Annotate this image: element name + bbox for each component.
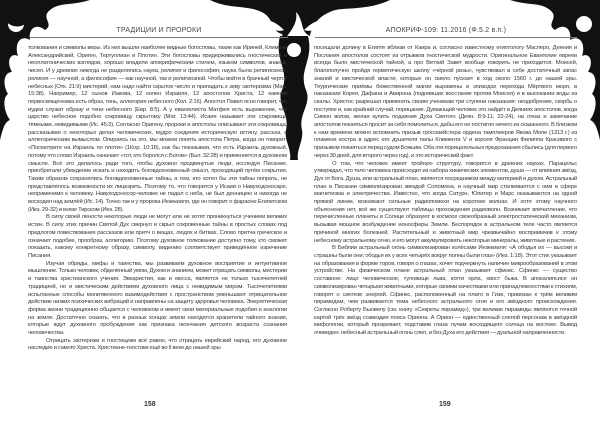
page-number-left: 158 — [144, 401, 156, 408]
page-number-right: 159 — [439, 401, 451, 408]
left-page-body — [28, 45, 287, 353]
running-header-right: АПОКРИФ-109: 11.2016 (Ф.5.2 в.п.) — [385, 27, 507, 34]
header-rule-left — [30, 37, 288, 38]
paragraph: Изучая обряды, мифы и таинства, мы развиваем духовное восприятие и интуитивное мышление. Только человек, обделённый умом, Духом и знанием, может отрицать символы, мистерии и таинства христианского учения. Эвхаристия, как и месса, является не только тысячелетней традицией, но и мистическим действием духовного лица с невидимым миром. Тысячелетиями испытанные способы молитвенного взаимодействия с пространством уменьшают отрицательное действие низких психических вибраций и направлены на защиту здоровья человека. Энергетическая форма жизни традиционно общается с человеком и имеет свои материальные подобия и аналогии на земле. Достаточно сказать, что в разных концах земли находятся хранители тайного знания, которые ждут духовного пробуждения как признака окончания детского возраста сознания человечества. — [28, 260, 287, 337]
running-header-left: ТРАДИЦИИ И ПРОРОКИ — [116, 27, 202, 34]
paragraph: В силу своей лености некоторые люди не могут или не хотят проникнуться учением великих истин. В силу этих причин Святой Дух свернул и скрыл сокровенные тайны в простых словах под предлогом повествования рассказов или притч о вещах, людях и битвах. Слово притча греческое и означает подобие, прообраз, аллегорию. Поэтому духовное толкование доступно тому, кто сможет показать, какому конкретному образу, символу, видению соответствует приведённое изречение Писания. — [28, 214, 287, 259]
paragraph: посещали долину в Египте вблизи от Каира и, согласно известному египтологу Масперо, Деяния и Послания апостолов состоят из отрывков гностической мудрости. Оригинальное Евангелие евреев всегда было мистической тайной, а про Ветхий Завет вообще говорить не приходится. Моисей, благополучно пройдя герметическую школу «чёрной ризы», чувствовал в себе достаточный запас знаний и мистической власти, которые он смело пускает в ход около 1560 г. до нашей эры. Теургические приёмы божественной магии выражены в эпизодах перехода Мёртвого моря, в наказании Корея, Дафана и Авирона (поднявших восстание против Моисея) и в высекании воды из скалы. Христос разрешал применять своим ученикам три ступени наказания: неодобрение, скорбь о поступке и, как крайний случай, порицание. Думающий человек это найдёт в Деяниях апостолов, когда Симон волхв, желая купить подаяния Духа Святого (Деян. 8:9-11; 22-24), на отказ и замечание апостолов покаяться просит за себя помолиться, дабы его не постигло ничего из сказанного. В близком к нам времени можно вспомнить призыв гроссмейстера ордена тамплиеров Якова Моле (1313 г.) из пламени костра в адрес его душителя папы Климента V и короля Франции Филиппа Красивого с призывом покаяться перед судом Божьим. Оба эти порицательных предсказания сбылись (для первого через 30 дней, для второго через год), и это исторический факт. — [314, 45, 577, 159]
right-page-body — [314, 45, 577, 338]
header-rule-right — [315, 37, 577, 38]
paragraph: толкования и символы веры. Из них вышли наиболее видные богословы, такие как Ириней, Климент Александрийский, Ориген, Тертуллиан и Плотин. Эти богословы придерживались гностических и неоплатонических взглядов, хорошо владели апокрифическим стилем, языком символов, знаков, чисел. И у древних никогда не разделялись наука, религия и философия; наука была религиозной, религия — научной, а философия — как научной, так и религиозной. Чтобы войти в брачный чертог небесных (Отк. 21:9) мистерий, нам надо найти скрытое число и припадать к зеву эзотеризма (Мар. 15:38). Например, 12 сынов Иакова, 12 колен Израиля, 12 апостолов Христа, 12 камней первосвященника есть образ, тень, аллегория небесного (Кол. 2:16). Апостол Павел ясно говорит, что иудеи служат образу и тени небесного (Евр. 8:5). А у евангелиста Матфея есть выражение, что царство небесное подобно сокровищу скрытому (Мат. 13:44). Исаия называет эти сокровища тёмными, невидимыми (Ис. 45:3). Согласно Оригену, пророки и апостолы описывают эти сокровища, рассказывая о некоторых делах человеческих, мудро соединяя историческую истину, рассказ, с аллегорическим вымыслом. Опираясь на это, мы можем понять апостола Петра, когда он говорит: «Посмотрите на Израиль по плоти» (1Кор. 10:18), как бы показывая, что есть Израиль духовный, потому что слово Израиль означает «тот, кто боролся с Богом» (Быт. 32:28) и применяется в духовном смысле. Всё это делалось ради того, чтобы духовно продвинутые люди, исследуя Писание, приобретали убеждение искать и находить боговдохновенный смысл, проходящий путём сокрытия. Таким образом сохранялись боговдохновенные тайны, а тем, кто хотел бы эти тайны попрать, не представлялось возможности их лицезреть. Поэтому то, что говорится у Исаии о Навуходоносаре, неприменимо к человеку. Навуходоносор-человек не падал с неба, не был денницею и никогда не восходил над землёй (Ис. 14). Точно так и у пророка Иезекииля, где он говорит о фараоне Египетском (Иез. 29-32) и князе Тирском (Иез. 28). — [28, 45, 287, 213]
paragraph: О том, что человек имеет тройную структуру, говорится в древних науках. Парацельс утверждал, что тело человека происходит из набора химических элементов, душа — от влияния звёзд, Дух от Бога. Душа, или астральный план, является посредником между материей и духом. Астральный план в Писании символизирован звездой Соломона, и научный мир сталкивается с ним в сфере магнетизма и электричества. Известно, что когда Сатурн, Юпитер и Марс оказываются на одной прямой линии, возникают сильные радиопомехи на коротких волнах. И хотя этому научного объяснения нет, всё же существуют таблицы прохождения радиоволн. Возникает впечатление, что перечисленные планеты и Солнце образуют в космосе своеобразный электростатический механизм, вызывая мощное возбуждение ионосферы Земли. Беспорядок в астральном теле часто является причиной многих болезней. Растительный и животный мир чрезвычайно восприимчив к этому небесному астральному огню, и его могут аккумулировать некоторые минералы, животные и растения. — [314, 160, 577, 244]
paragraph: В Библии астральный огонь символизирован колёсами Иезекииля: «А ободья их — высоки и страшны были они; ободья их у всех четырёх вокруг полны были глаз» (Иез. 1:18). Этот стих указывает на образования в форме торов, говоря о глазах, хочет подчеркнуть наличие микрообразований в этом устройстве. На физическом плане астральный план указывает сфинкс. Сфинкс — существо составное: лицо человеческое, туловище льва, когти орла, хвост быка. В апокалипсисе он символизирован четырьмя животными, которые своими качествами или принадлежностями к стихиям, говорят о синтезе энергий. Сфинкс, расположенный на плато в Гизе, привязан к трём великим пирамидам, чем развивается тема небесного астрального огня и его звёздного происхождения. Согласно Роберту Бьювелу (см. книгу «Секреты пирамид»), три великие пирамиды являются точной картой трёх звёзд созвездия пояса Ориона. А Орион — единственный слепой персонаж в звёздной мифологии, который прозревает, подставив глаза лучам восходящего солнца на востоке. Вывод очевиден: небесный астральный огонь слеп, и без Духа его действия — дуальной направленности. — [314, 245, 577, 337]
paragraph: Отрицать эзотеризм и гностицизм всё равно, что отрицать еврейский народ, его духовное наследие и самого Христа. Христиане-гностики ещё во II веке до нашей эры — [28, 337, 287, 352]
